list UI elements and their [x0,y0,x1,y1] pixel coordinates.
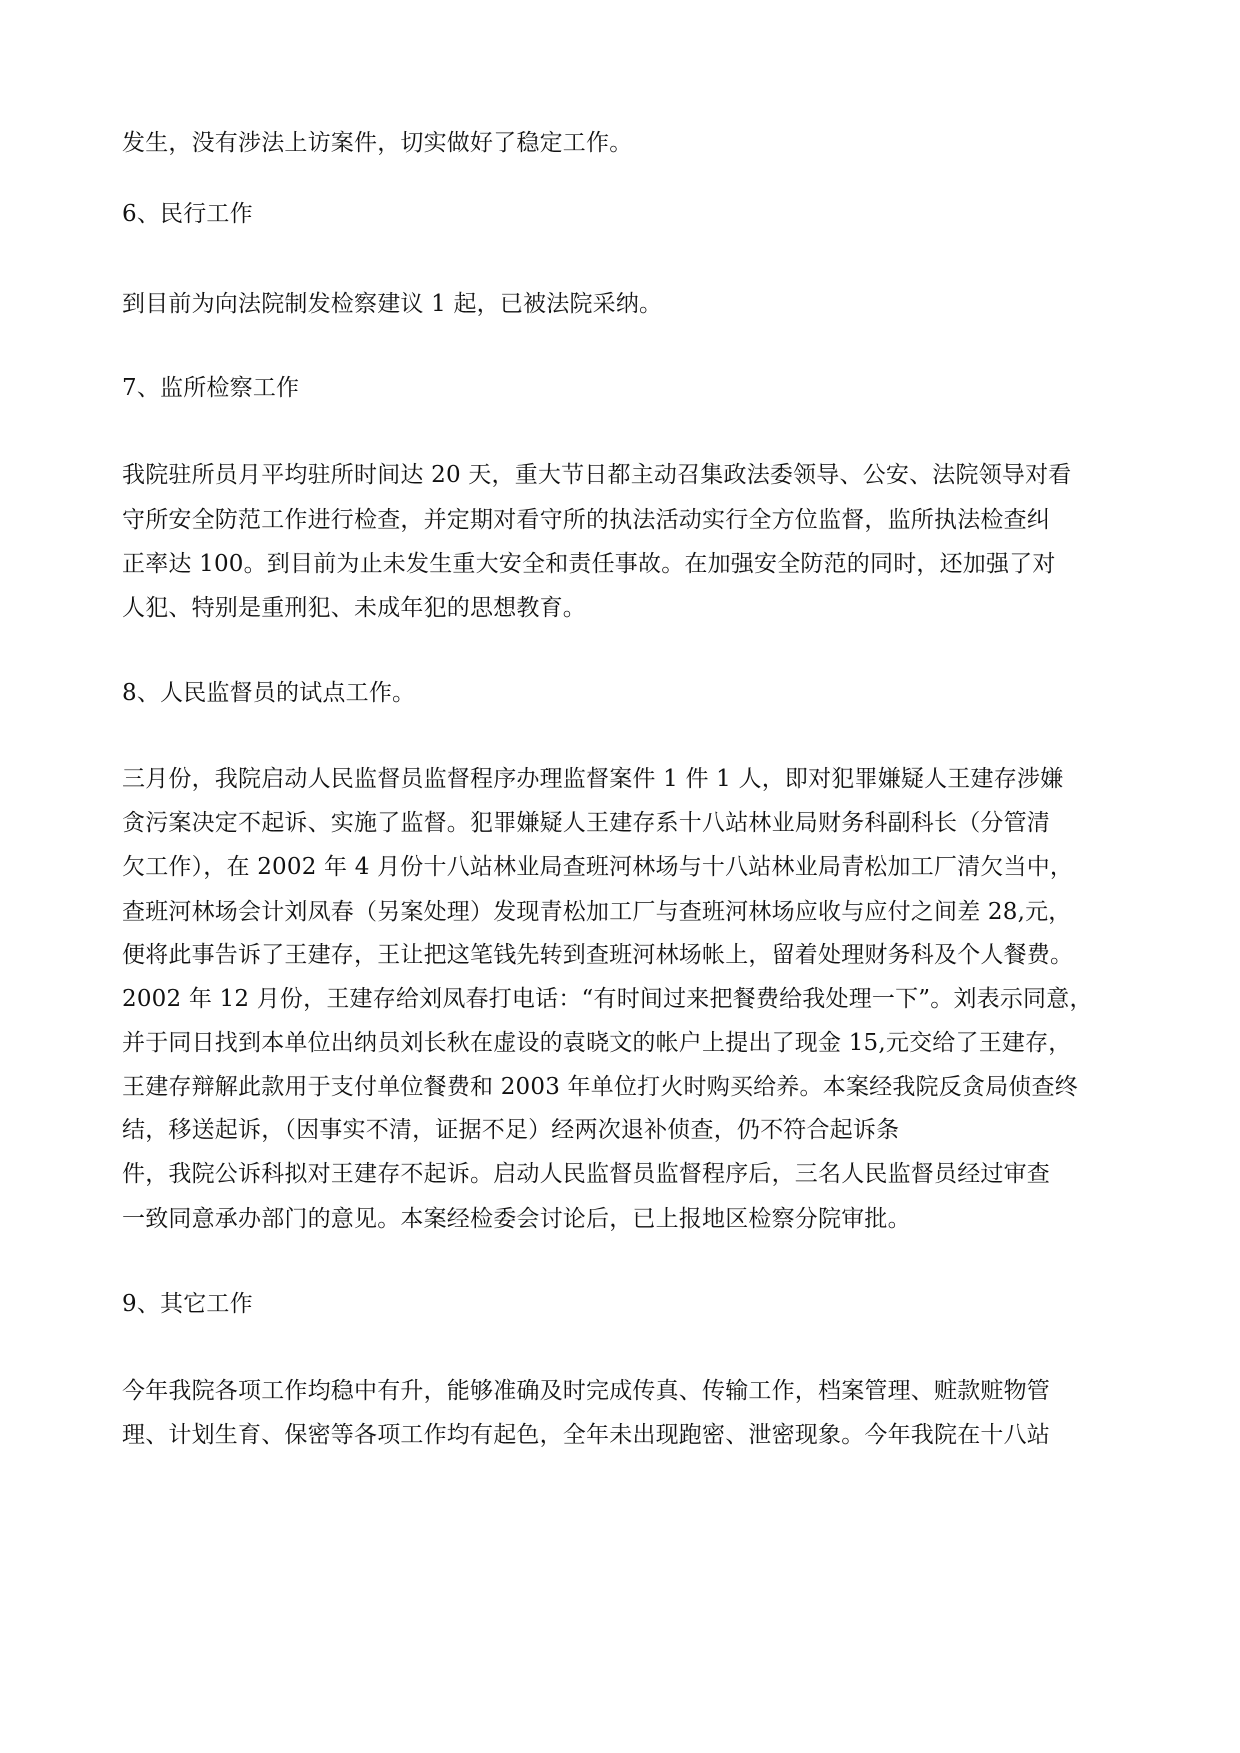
paragraph-line: 发生，没有涉法上访案件，切实做好了稳定工作。 [122,130,633,156]
paragraph-line: 三月份，我院启动人民监督员监督程序办理监督案件 1 件 1 人，即对犯罪嫌疑人王建存涉嫌 [122,766,1064,792]
section-heading-8: 8、人民监督员的试点工作。 [122,680,416,706]
paragraph-line: 一致同意承办部门的意见。本案经检委会讨论后，已上报地区检察分院审批。 [122,1206,911,1232]
paragraph-line: 人犯、特别是重刑犯、未成年犯的思想教育。 [122,595,586,621]
paragraph-line: 2002 年 12 月份，王建存给刘凤春打电话：“有时间过来把餐费给我处理一下”。刘表示同意， [122,986,1093,1012]
paragraph-line: 并于同日找到本单位出纳员刘长秋在虚设的袁晓文的帐户上提出了现金 15,元交给了王建存， [122,1030,1072,1056]
section-heading-6: 6、民行工作 [122,201,253,227]
paragraph-line: 理、计划生育、保密等各项工作均有起色，全年未出现跑密、泄密现象。今年我院在十八站 [122,1422,1050,1448]
paragraph-line: 查班河林场会计刘凤春（另案处理）发现青松加工厂与查班河林场应收与应付之间差 28,元， [122,899,1072,925]
paragraph-line: 正率达 100。到目前为止未发生重大安全和责任事故。在加强安全防范的同时，还加强了对 [122,551,1056,577]
paragraph-line: 便将此事告诉了王建存，王让把这笔钱先转到查班河林场帐上，留着处理财务科及个人餐费。 [122,942,1074,968]
paragraph-line: 到目前为向法院制发检察建议 1 起，已被法院采纳。 [122,291,663,317]
paragraph-line: 贪污案决定不起诉、实施了监督。犯罪嫌疑人王建存系十八站林业局财务科副科长（分管清 [122,810,1050,836]
paragraph-line: 今年我院各项工作均稳中有升，能够准确及时完成传真、传输工作，档案管理、赃款赃物管 [122,1378,1050,1404]
paragraph-line: 我院驻所员月平均驻所时间达 20 天，重大节日都主动召集政法委领导、公安、法院领导对看 [122,462,1072,488]
section-heading-9: 9、其它工作 [122,1291,253,1317]
paragraph-line: 结，移送起诉，（因事实不清，证据不足）经两次退补侦查，仍不符合起诉条 [122,1117,900,1143]
paragraph-line: 王建存辩解此款用于支付单位餐费和 2003 年单位打火时购买给养。本案经我院反贪局侦查终 [122,1074,1078,1100]
paragraph-line: 件，我院公诉科拟对王建存不起诉。启动人民监督员监督程序后，三名人民监督员经过审查 [122,1161,1050,1187]
paragraph-line: 欠工作），在 2002 年 4 月份十八站林业局查班河林场与十八站林业局青松加工厂清欠当中， [122,854,1074,880]
paragraph-line: 守所安全防范工作进行检查，并定期对看守所的执法活动实行全方位监督，监所执法检查纠 [122,507,1050,533]
section-heading-7: 7、监所检察工作 [122,375,300,401]
